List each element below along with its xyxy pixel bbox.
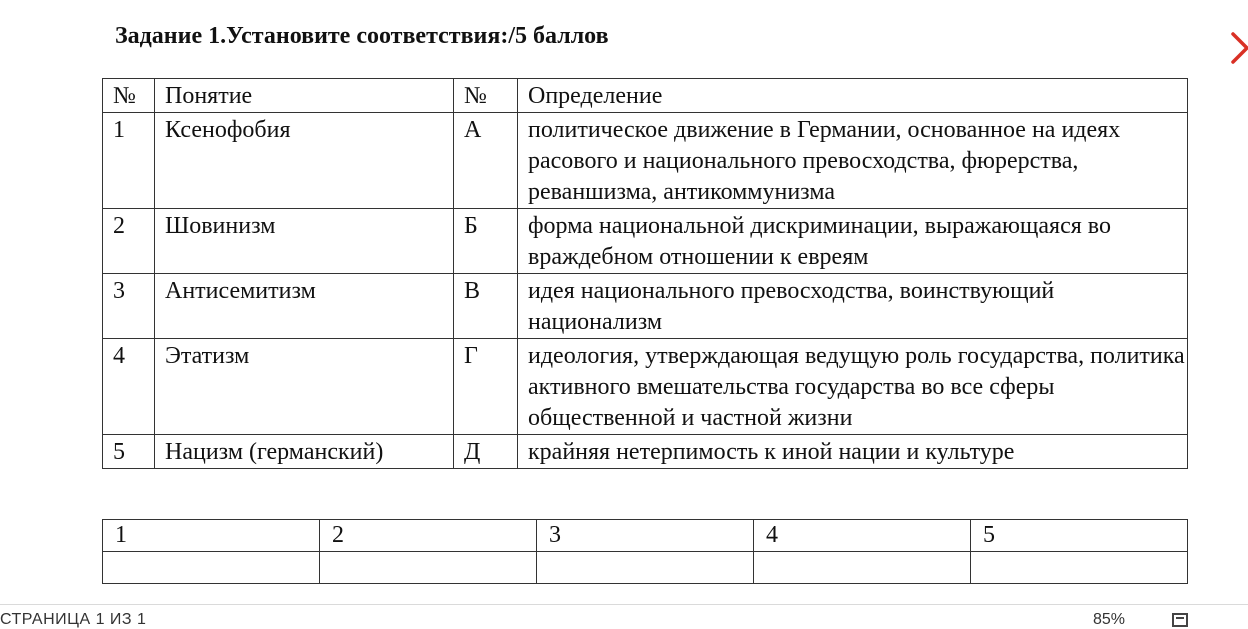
row-definition: идея национального превосходства, воинствующий национализм [518, 274, 1188, 339]
fit-page-icon[interactable] [1172, 613, 1188, 627]
header-cell-definition: Определение [518, 79, 1188, 113]
answer-header-cell: 4 [754, 520, 971, 552]
row-num: 2 [103, 209, 155, 274]
row-letter: Б [454, 209, 518, 274]
row-num: 1 [103, 113, 155, 209]
answer-header-cell: 3 [537, 520, 754, 552]
row-letter: А [454, 113, 518, 209]
row-term: Этатизм [155, 339, 454, 435]
page-title: Задание 1.Установите соответствия:/5 баллов [115, 23, 609, 49]
table-row [103, 113, 1188, 209]
row-letter: Д [454, 435, 518, 469]
answer-header-cell: 2 [320, 520, 537, 552]
row-definition: политическое движение в Германии, основанное на идеях расового и национального превосходства, фюрерства, реваншизма, антикоммунизма [518, 113, 1188, 209]
row-num: 4 [103, 339, 155, 435]
row-definition: крайняя нетерпимость к иной нации и культуре [518, 435, 1188, 469]
answer-header-row [103, 520, 1188, 552]
zoom-level[interactable]: 85% [1093, 611, 1126, 628]
row-num: 3 [103, 274, 155, 339]
close-icon[interactable] [1222, 28, 1248, 68]
row-num: 5 [103, 435, 155, 469]
answer-cell [103, 552, 320, 584]
answer-row [103, 552, 1188, 584]
row-letter: В [454, 274, 518, 339]
row-letter: Г [454, 339, 518, 435]
row-definition: форма национальной дискриминации, выражающаяся во враждебном отношении к евреям [518, 209, 1188, 274]
table-row [103, 435, 1188, 469]
row-term: Шовинизм [155, 209, 454, 274]
table-header-row [103, 79, 1188, 113]
answer-cell [320, 552, 537, 584]
table-row [103, 339, 1188, 435]
answer-cell [537, 552, 754, 584]
row-definition: идеология, утверждающая ведущую роль государства, политика активного вмешательства государства во все сферы общественной и частной жизни [518, 339, 1188, 435]
table-row [103, 209, 1188, 274]
row-term: Ксенофобия [155, 113, 454, 209]
header-cell-num: № [103, 79, 155, 113]
row-term: Антисемитизм [155, 274, 454, 339]
header-cell-term: Понятие [155, 79, 454, 113]
answer-header-cell: 1 [103, 520, 320, 552]
answer-cell [754, 552, 971, 584]
matching-table [102, 78, 1188, 469]
answer-cell [971, 552, 1188, 584]
answer-table [102, 519, 1188, 584]
answer-header-cell: 5 [971, 520, 1188, 552]
row-term: Нацизм (германский) [155, 435, 454, 469]
header-cell-letter: № [454, 79, 518, 113]
table-row [103, 274, 1188, 339]
page-indicator: СТРАНИЦА 1 ИЗ 1 [0, 611, 147, 628]
footer-divider [0, 604, 1248, 605]
